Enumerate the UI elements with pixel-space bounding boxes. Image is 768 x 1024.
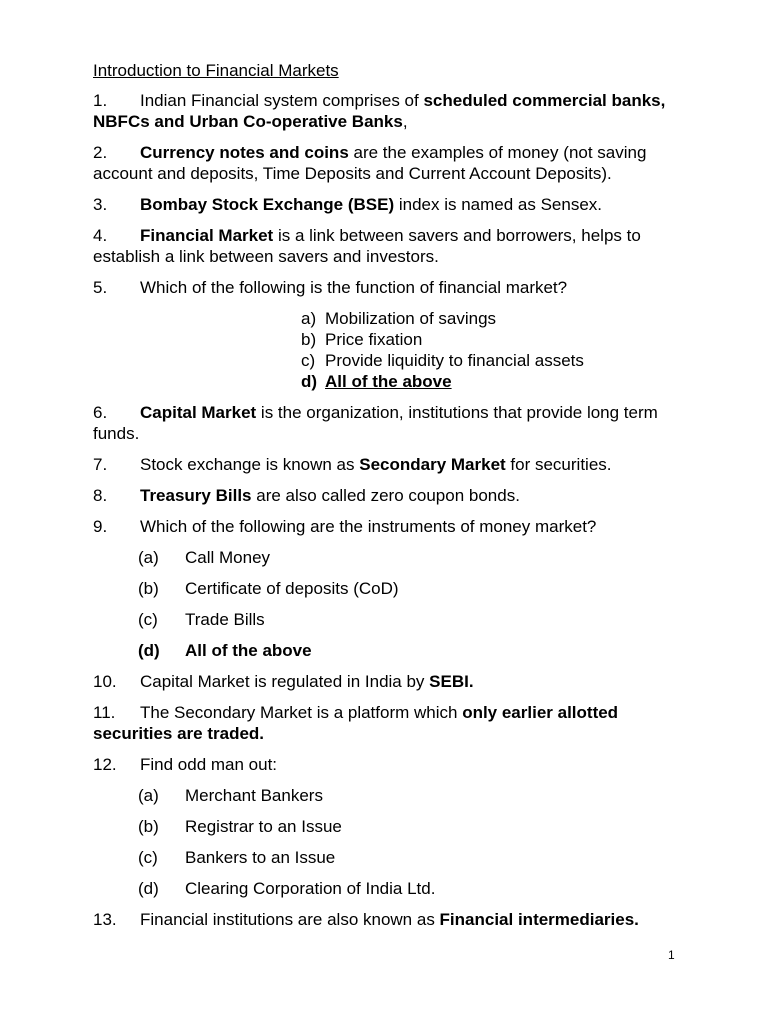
question-item	[93, 277, 683, 298]
document-title: Introduction to Financial Markets	[93, 61, 339, 80]
question-text-bold: Financial intermediaries.	[439, 910, 639, 929]
question-text: index is named as Sensex.	[394, 195, 603, 214]
question-text: are the examples of money (not saving account and deposits, Time Deposits and Current Account Deposits).	[93, 143, 647, 183]
question-item	[93, 909, 683, 930]
option-text: Merchant Bankers	[185, 786, 323, 805]
option-letter: a)	[301, 309, 317, 328]
option-text: Bankers to an Issue	[185, 848, 336, 867]
question-number: 12.	[93, 755, 117, 774]
question-text: Indian Financial system comprises of	[140, 91, 424, 110]
option-item	[138, 578, 683, 599]
question-item	[93, 90, 683, 132]
option-list	[301, 308, 683, 392]
question-text-bold: Capital Market	[140, 403, 257, 422]
option-item	[301, 329, 683, 350]
option-item	[138, 640, 683, 661]
option-letter: b)	[301, 330, 317, 349]
question-item	[93, 671, 683, 692]
option-letter: (d)	[138, 879, 159, 898]
option-text: Price fixation	[325, 330, 423, 349]
question-item	[93, 194, 683, 215]
option-item	[138, 847, 683, 868]
option-item	[138, 878, 683, 899]
question-text-bold: only earlier allotted securities are traded.	[93, 703, 619, 743]
option-text: Mobilization of savings	[325, 309, 497, 328]
question-number: 4.	[93, 226, 108, 245]
option-text: All of the above	[185, 641, 312, 660]
option-list	[93, 547, 683, 661]
option-letter: (b)	[138, 817, 159, 836]
question-text: Stock exchange is known as	[140, 455, 360, 474]
option-letter: (c)	[138, 610, 158, 629]
option-list	[93, 785, 683, 899]
question-item	[93, 454, 683, 475]
question-text: Capital Market is regulated in India by	[140, 672, 430, 691]
question-text-bold: Bombay Stock Exchange (BSE)	[140, 195, 395, 214]
question-item	[93, 702, 683, 744]
question-text: are also called zero coupon bonds.	[251, 486, 520, 505]
option-letter: (c)	[138, 848, 158, 867]
option-text: Call Money	[185, 548, 271, 567]
question-item	[93, 225, 683, 267]
question-text-bold: Currency notes and coins	[140, 143, 349, 162]
question-text-bold: scheduled commercial banks, NBFCs and Urban Co-operative Banks	[93, 91, 666, 131]
option-letter: (d)	[138, 641, 160, 660]
question-number: 6.	[93, 403, 108, 422]
question-item	[93, 485, 683, 506]
question-number: 3.	[93, 195, 108, 214]
option-text: All of the above	[325, 372, 452, 391]
question-number: 1.	[93, 91, 108, 110]
option-letter: (a)	[138, 548, 159, 567]
question-number: 2.	[93, 143, 108, 162]
option-text: Certificate of deposits (CoD)	[185, 579, 399, 598]
question-number: 11.	[93, 703, 116, 722]
option-letter: (b)	[138, 579, 159, 598]
option-text: Trade Bills	[185, 610, 265, 629]
question-text-bold: SEBI.	[429, 672, 474, 691]
question-number: 7.	[93, 455, 108, 474]
question-text: is the organization, institutions that provide long term funds.	[93, 403, 658, 443]
question-text-bold: Financial Market	[140, 226, 274, 245]
question-item	[93, 142, 683, 184]
option-item	[138, 609, 683, 630]
option-text: Clearing Corporation of India Ltd.	[185, 879, 436, 898]
option-item	[138, 816, 683, 837]
question-item	[93, 754, 683, 775]
option-item	[138, 785, 683, 806]
question-text-bold: Secondary Market	[359, 455, 506, 474]
page-number: 1	[668, 948, 675, 962]
option-text: Provide liquidity to financial assets	[325, 351, 584, 370]
question-item	[93, 402, 683, 444]
question-number: 8.	[93, 486, 108, 505]
question-text: The Secondary Market is a platform which	[140, 703, 463, 722]
question-list	[93, 90, 683, 930]
question-number: 10.	[93, 672, 117, 691]
option-letter: c)	[301, 351, 316, 370]
question-text: Find odd man out:	[140, 755, 278, 774]
option-item	[301, 371, 683, 392]
question-item	[93, 516, 683, 537]
option-text: Registrar to an Issue	[185, 817, 342, 836]
question-text: ,	[402, 112, 408, 131]
question-text-bold: Treasury Bills	[140, 486, 252, 505]
option-item	[138, 547, 683, 568]
option-item	[301, 308, 683, 329]
question-number: 13.	[93, 910, 117, 929]
question-text: Financial institutions are also known as	[140, 910, 440, 929]
question-text: Which of the following are the instruments of money market?	[140, 517, 597, 536]
question-number: 5.	[93, 278, 108, 297]
option-item	[301, 350, 683, 371]
question-text: for securities.	[505, 455, 612, 474]
question-text: Which of the following is the function of financial market?	[140, 278, 568, 297]
option-letter: (a)	[138, 786, 159, 805]
question-text: is a link between savers and borrowers, helps to establish a link between savers and investors.	[93, 226, 641, 266]
question-number: 9.	[93, 517, 108, 536]
option-letter: d)	[301, 372, 318, 391]
document-page	[93, 60, 683, 940]
